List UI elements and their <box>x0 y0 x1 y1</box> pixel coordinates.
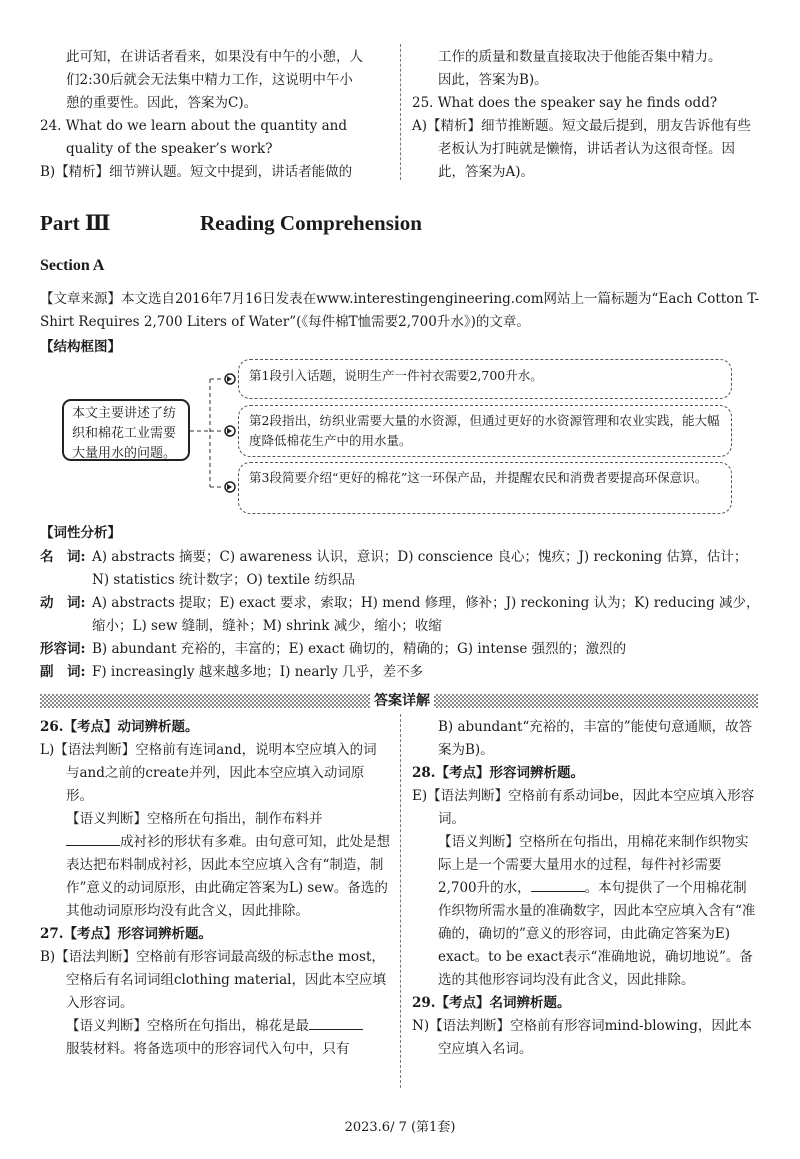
question-26-semantic: 【语义判断】空格所在句指出，制作布料并 成衬衫的形状有多难。由句意可知，此处是想表达把布料制成衬衫，因此本空应填入含有“制造，制作”意义的动词原形，由此确定答案为L) sew。备选的其他动词原形均没有此含义，因此排除。 <box>66 811 390 919</box>
connector-lines <box>190 360 240 510</box>
article-source: 【文章来源】本文选自2016年7月16日发表在www.interestingengineering.com网站上一篇标题为“Each Cotton T-Shirt Requires 2,700 Liters of Water”(《每件棉T恤需要2,700升水》)的文章。 <box>40 291 760 330</box>
answer-blank <box>531 877 585 892</box>
answers-title: 答案详解 <box>370 690 434 713</box>
prev-answer-line-2: 们2:30后就会无法集中精力工作，这说明中午小 <box>66 72 353 88</box>
pos-adj-text: B) abundant 充裕的，丰富的；E) exact 确切的，精确的；G) intense 强烈的；激烈的 <box>92 641 627 657</box>
pos-verb-label: 动 词: <box>40 595 86 611</box>
part-title: Reading Comprehension <box>200 211 422 235</box>
answer-blank <box>66 831 120 846</box>
column-divider-top <box>400 44 401 180</box>
pos-noun-text: A) abstracts 摘要；C) awareness 认识，意识；D) conscience 良心；愧疚；J) reckoning 估算，估计；N) statistics 统计数字；O) textile 纺织品 <box>92 549 748 588</box>
answers-left-column <box>40 716 390 1061</box>
prev-answer-line-3: 憩的重要性。因此，答案为C)。 <box>66 95 258 111</box>
pos-label: 【词性分析】 <box>40 525 121 541</box>
q24-answer-cont-2: 因此，答案为B)。 <box>438 72 548 88</box>
prev-answer-line-1: 此可知，在讲话者看来，如果没有中午的小憩，人 <box>66 49 363 65</box>
paragraph-3-box: 第3段简要介绍“更好的棉花”这一环保产品，并提醒农民和消费者要提高环保意识。 <box>238 462 732 514</box>
question-28-grammar: E)【语法判断】空格前有系动词be，因此本空应填入形容词。 <box>412 788 755 827</box>
question-26-grammar: L)【语法判断】空格前有连词and，说明本空应填入的词与and之前的create并列，因此本空应填入动词原形。 <box>40 742 377 804</box>
question-24-answer: B)【精析】细节辨认题。短文中提到，讲话者能做的 <box>40 164 353 180</box>
page-footer: 2023.6/ 7 (第1套) <box>344 1120 456 1135</box>
question-24: 24. What do we learn about the quantity and quality of the speaker’s work? <box>40 118 347 157</box>
question-27-title: 27.【考点】形容词辨析题。 <box>40 926 212 942</box>
question-27-cont: B) abundant“充裕的，丰富的”能使句意通顺，故答案为B)。 <box>438 719 753 758</box>
paragraph-1-box: 第1段引入话题，说明生产一件衬衣需要2,700升水。 <box>238 359 732 399</box>
question-25: 25. What does the speaker say he finds odd? <box>412 95 718 111</box>
main-idea-box: 本文主要讲述了纺织和棉花工业需要大量用水的问题。 <box>62 399 190 461</box>
question-29-grammar: N)【语法判断】空格前有形容词mind-blowing，因此本空应填入名词。 <box>412 1018 752 1057</box>
answer-blank <box>309 1015 363 1030</box>
top-left-column <box>40 46 390 184</box>
pos-adv-text: F) increasingly 越来越多地；I) nearly 几乎，差不多 <box>92 664 424 680</box>
pos-adj-label: 形容词: <box>40 641 86 657</box>
column-divider-bottom <box>400 714 401 1088</box>
question-25-answer: A)【精析】细节推断题。短文最后提到，朋友告诉他有些老板认为打盹就是懒惰，讲话者认为这很奇怪。因此，答案为A)。 <box>412 118 752 180</box>
question-26-title: 26.【考点】动词辨析题。 <box>40 719 199 735</box>
question-28-semantic: 【语义判断】空格所在句指出，用棉花来制作织物实际上是一个需要大量用水的过程，每件衬衫需要2,700升的水， 。本句提供了一个用棉花制作织物所需水量的准确数字，因此本空应填入含有“准确的，确切的”意义的形容词，由此确定答案为E) exact。to be exact表示“准确地说，确切地说”。备选的其他形容词均没有此含义，因此排除。 <box>438 834 756 988</box>
top-right-column <box>412 46 757 184</box>
pos-noun-label: 名 词: <box>40 549 86 565</box>
q24-answer-cont-1: 工作的质量和数量直接取决于他能否集中精力。 <box>438 49 722 65</box>
answers-right-column <box>412 716 757 1061</box>
paragraph-2-box: 第2段指出，纺织业需要大量的水资源，但通过更好的水资源管理和农业实践，能大幅度降低棉花生产中的用水量。 <box>238 405 732 457</box>
question-29-title: 29.【考点】名词辨析题。 <box>412 995 571 1011</box>
structure-label: 【结构框图】 <box>40 339 121 355</box>
pos-adv-label: 副 词: <box>40 664 86 680</box>
question-28-title: 28.【考点】形容词辨析题。 <box>412 765 584 781</box>
question-27-semantic: 【语义判断】空格所在句指出，棉花是最 服装材料。将备选项中的形容词代入句中，只有 <box>40 1015 390 1061</box>
question-27-grammar: B)【语法判断】空格前有形容词最高级的标志the most，空格后有名词词组clothing material，因此本空应填入形容词。 <box>40 949 386 1011</box>
section-label: Section A <box>40 257 105 274</box>
part-label: Part Ⅲ <box>40 211 111 235</box>
pos-verb-text: A) abstracts 提取；E) exact 要求，索取；H) mend 修理，修补；J) reckoning 认为；K) reducing 减少，缩小；L) sew 缝制，缝补；M) shrink 减少，缩小；收缩 <box>92 595 760 634</box>
